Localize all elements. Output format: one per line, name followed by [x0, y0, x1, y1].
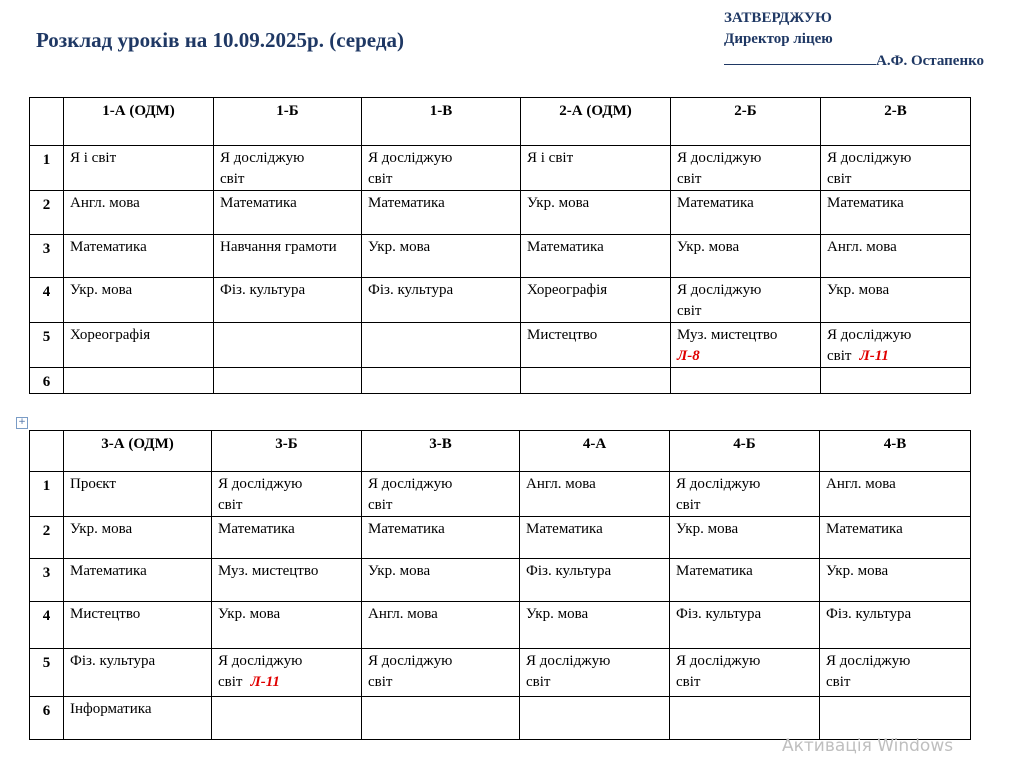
class-header: 2-А (ОДМ)	[521, 98, 671, 146]
lesson-cell	[362, 368, 521, 394]
class-header: 1-Б	[214, 98, 362, 146]
lesson-number: 1	[30, 146, 64, 191]
lesson-cell	[821, 323, 971, 368]
subject-name: Фіз. культура	[368, 282, 454, 298]
lesson-cell	[362, 602, 520, 649]
lesson-cell	[212, 697, 362, 740]
lesson-number: 4	[30, 602, 64, 649]
corner-cell	[30, 431, 64, 472]
subject-name: Я досліджую	[368, 653, 453, 669]
table-row	[30, 559, 971, 602]
lesson-cell	[521, 368, 671, 394]
subject-name: Англ. мова	[368, 606, 438, 622]
subject-name: Мистецтво	[70, 606, 141, 622]
table-row	[30, 191, 971, 235]
lesson-cell	[362, 278, 521, 323]
subject-name-cont: світ	[220, 171, 245, 187]
move-icon[interactable]: +	[16, 417, 28, 429]
lesson-cell	[362, 146, 521, 191]
lesson-cell	[64, 368, 214, 394]
lesson-number: 4	[30, 278, 64, 323]
subject-name: Укр. мова	[368, 239, 431, 255]
lesson-cell	[670, 472, 820, 517]
table-row	[30, 472, 971, 517]
subject-name: Математика	[676, 563, 753, 579]
approval-name: А.Ф. Остапенко	[876, 53, 985, 69]
subject-name: Я досліджую	[676, 476, 761, 492]
subject-line2	[677, 301, 814, 322]
subject-line2	[220, 169, 355, 190]
subject-name: Укр. мова	[70, 282, 133, 298]
subject-name: Муз. мистецтво	[677, 327, 778, 343]
lesson-cell	[521, 278, 671, 323]
lesson-number: 3	[30, 235, 64, 278]
lesson-cell	[212, 559, 362, 602]
subject-name-cont: світ	[368, 497, 393, 513]
subject-name: Хореографія	[70, 327, 151, 343]
lesson-cell	[671, 146, 821, 191]
lesson-number: 2	[30, 517, 64, 559]
subject-name: Математика	[827, 195, 904, 211]
lesson-cell	[521, 235, 671, 278]
lesson-cell	[212, 472, 362, 517]
subject-line2	[218, 495, 355, 516]
subject-name-cont: світ	[368, 171, 393, 187]
subject-name: Фіз. культура	[220, 282, 306, 298]
class-header: 1-В	[362, 98, 521, 146]
lesson-cell	[214, 323, 362, 368]
lesson-cell	[521, 146, 671, 191]
lesson-cell	[520, 649, 670, 697]
subject-name: Укр. мова	[826, 563, 889, 579]
lesson-number: 6	[30, 368, 64, 394]
approval-heading: ЗАТВЕРДЖУЮ	[724, 10, 832, 26]
subject-name-cont: світ	[218, 497, 243, 513]
lesson-cell	[64, 517, 212, 559]
table-row	[30, 697, 971, 740]
subject-name: Математика	[70, 563, 147, 579]
lesson-cell	[520, 517, 670, 559]
subject-name: Укр. мова	[218, 606, 281, 622]
subject-line2	[676, 672, 813, 693]
lesson-cell	[670, 697, 820, 740]
subject-name: Укр. мова	[527, 195, 590, 211]
subject-line2	[677, 346, 814, 367]
class-header: 3-В	[362, 431, 520, 472]
lesson-number: 5	[30, 649, 64, 697]
lesson-cell	[362, 472, 520, 517]
lesson-cell	[820, 517, 971, 559]
room-label: Л-8	[677, 348, 700, 364]
lesson-cell	[214, 146, 362, 191]
subject-line2	[676, 495, 813, 516]
lesson-cell	[821, 191, 971, 235]
lesson-cell	[64, 649, 212, 697]
lesson-cell	[212, 602, 362, 649]
lesson-cell	[362, 559, 520, 602]
subject-name-cont: світ	[218, 674, 243, 690]
lesson-cell	[362, 323, 521, 368]
lesson-cell	[671, 235, 821, 278]
subject-name-cont: світ	[827, 348, 852, 364]
subject-name: Я досліджую	[218, 653, 303, 669]
subject-name: Математика	[677, 195, 754, 211]
page-title: Розклад уроків на 10.09.2025р. (середа)	[36, 28, 404, 52]
subject-line2	[826, 672, 964, 693]
lesson-cell	[362, 697, 520, 740]
room-label: Л-11	[250, 674, 280, 690]
subject-name: Укр. мова	[70, 521, 133, 537]
subject-name: Англ. мова	[526, 476, 596, 492]
subject-name: Я досліджую	[826, 653, 911, 669]
subject-name: Я досліджую	[526, 653, 611, 669]
subject-name: Укр. мова	[526, 606, 589, 622]
lesson-cell	[214, 191, 362, 235]
lesson-cell	[362, 235, 521, 278]
subject-name: Я досліджую	[827, 150, 912, 166]
lesson-cell	[671, 278, 821, 323]
lesson-cell	[520, 472, 670, 517]
lesson-cell	[821, 146, 971, 191]
table-row	[30, 278, 971, 323]
subject-name: Математика	[70, 239, 147, 255]
table-row	[30, 368, 971, 394]
class-header: 4-В	[820, 431, 971, 472]
subject-name: Я досліджую	[220, 150, 305, 166]
subject-name: Я досліджую	[677, 150, 762, 166]
lesson-cell	[64, 278, 214, 323]
lesson-cell	[64, 146, 214, 191]
class-header: 4-А	[520, 431, 670, 472]
lesson-cell	[821, 368, 971, 394]
class-header: 3-А (ОДМ)	[64, 431, 212, 472]
subject-name: Я досліджую	[368, 476, 453, 492]
subject-name-cont: світ	[827, 171, 852, 187]
lesson-cell	[214, 278, 362, 323]
header-row	[30, 431, 971, 472]
signature-underline	[724, 50, 876, 65]
subject-name: Інформатика	[70, 701, 152, 717]
subject-name-cont: світ	[368, 674, 393, 690]
lesson-cell	[670, 559, 820, 602]
subject-line2	[526, 672, 663, 693]
lesson-cell	[670, 602, 820, 649]
subject-name-cont: світ	[676, 497, 701, 513]
lesson-cell	[670, 649, 820, 697]
windows-activation-watermark: Активація Windows	[782, 736, 954, 756]
table-row	[30, 323, 971, 368]
subject-name: Фіз. культура	[826, 606, 912, 622]
subject-name: Математика	[218, 521, 295, 537]
lesson-cell	[362, 649, 520, 697]
lesson-cell	[520, 559, 670, 602]
subject-name: Муз. мистецтво	[218, 563, 319, 579]
corner-cell	[30, 98, 64, 146]
subject-name: Я і світ	[527, 150, 574, 166]
subject-name: Фіз. культура	[676, 606, 762, 622]
subject-line2	[218, 672, 355, 693]
approval-signature-line	[724, 50, 984, 71]
room-label: Л-11	[859, 348, 889, 364]
lesson-cell	[64, 602, 212, 649]
approval-position: Директор ліцею	[724, 31, 833, 47]
subject-name: Я досліджую	[218, 476, 303, 492]
subject-name: Англ. мова	[826, 476, 896, 492]
lesson-cell	[64, 323, 214, 368]
class-header: 2-Б	[671, 98, 821, 146]
subject-line2	[827, 346, 964, 367]
lesson-cell	[821, 235, 971, 278]
lesson-cell	[520, 602, 670, 649]
subject-name: Я досліджую	[368, 150, 453, 166]
subject-name-cont: світ	[676, 674, 701, 690]
table-row	[30, 649, 971, 697]
subject-name: Я досліджую	[676, 653, 761, 669]
subject-line2	[368, 495, 513, 516]
subject-name: Англ. мова	[827, 239, 897, 255]
subject-name: Мистецтво	[527, 327, 598, 343]
class-header: 2-В	[821, 98, 971, 146]
lesson-cell	[64, 559, 212, 602]
table-row	[30, 146, 971, 191]
lesson-cell	[671, 323, 821, 368]
table-row	[30, 517, 971, 559]
approval-block	[724, 8, 984, 71]
subject-name-cont: світ	[526, 674, 551, 690]
subject-name: Математика	[220, 195, 297, 211]
lesson-cell	[214, 235, 362, 278]
subject-name-cont: світ	[826, 674, 851, 690]
lesson-cell	[64, 472, 212, 517]
subject-name: Я досліджую	[677, 282, 762, 298]
lesson-cell	[362, 517, 520, 559]
lesson-cell	[362, 191, 521, 235]
subject-name: Укр. мова	[368, 563, 431, 579]
lesson-number: 2	[30, 191, 64, 235]
subject-name: Я і світ	[70, 150, 117, 166]
subject-name-cont: світ	[677, 171, 702, 187]
subject-name: Укр. мова	[676, 521, 739, 537]
class-header: 1-А (ОДМ)	[64, 98, 214, 146]
lesson-cell	[670, 517, 820, 559]
lesson-cell	[64, 191, 214, 235]
schedule-table-grades-1-2	[29, 97, 971, 394]
lesson-number: 6	[30, 697, 64, 740]
subject-name: Навчання грамоти	[220, 239, 337, 255]
subject-name: Проєкт	[70, 476, 116, 492]
lesson-cell	[820, 649, 971, 697]
subject-line2	[368, 169, 514, 190]
lesson-cell	[521, 323, 671, 368]
lesson-cell	[671, 191, 821, 235]
table-row	[30, 235, 971, 278]
class-header: 4-Б	[670, 431, 820, 472]
lesson-cell	[821, 278, 971, 323]
lesson-cell	[521, 191, 671, 235]
lesson-number: 3	[30, 559, 64, 602]
subject-name: Я досліджую	[827, 327, 912, 343]
subject-line2	[368, 672, 513, 693]
subject-line2	[827, 169, 964, 190]
subject-name: Математика	[527, 239, 604, 255]
lesson-cell	[212, 649, 362, 697]
subject-name: Фіз. культура	[526, 563, 612, 579]
table-row	[30, 602, 971, 649]
subject-name: Укр. мова	[827, 282, 890, 298]
subject-name: Англ. мова	[70, 195, 140, 211]
subject-line2	[677, 169, 814, 190]
lesson-cell	[820, 472, 971, 517]
lesson-cell	[820, 559, 971, 602]
subject-name: Хореографія	[527, 282, 608, 298]
lesson-number: 5	[30, 323, 64, 368]
lesson-cell	[64, 697, 212, 740]
class-header: 3-Б	[212, 431, 362, 472]
header-row	[30, 98, 971, 146]
lesson-cell	[64, 235, 214, 278]
subject-name-cont: світ	[677, 303, 702, 319]
lesson-cell	[214, 368, 362, 394]
subject-name: Математика	[526, 521, 603, 537]
lesson-cell	[820, 697, 971, 740]
subject-name: Укр. мова	[677, 239, 740, 255]
lesson-cell	[671, 368, 821, 394]
subject-name: Математика	[368, 521, 445, 537]
lesson-cell	[212, 517, 362, 559]
lesson-cell	[520, 697, 670, 740]
subject-name: Математика	[368, 195, 445, 211]
subject-name: Математика	[826, 521, 903, 537]
subject-name: Фіз. культура	[70, 653, 156, 669]
schedule-table-grades-3-4	[29, 430, 971, 740]
lesson-cell	[820, 602, 971, 649]
lesson-number: 1	[30, 472, 64, 517]
